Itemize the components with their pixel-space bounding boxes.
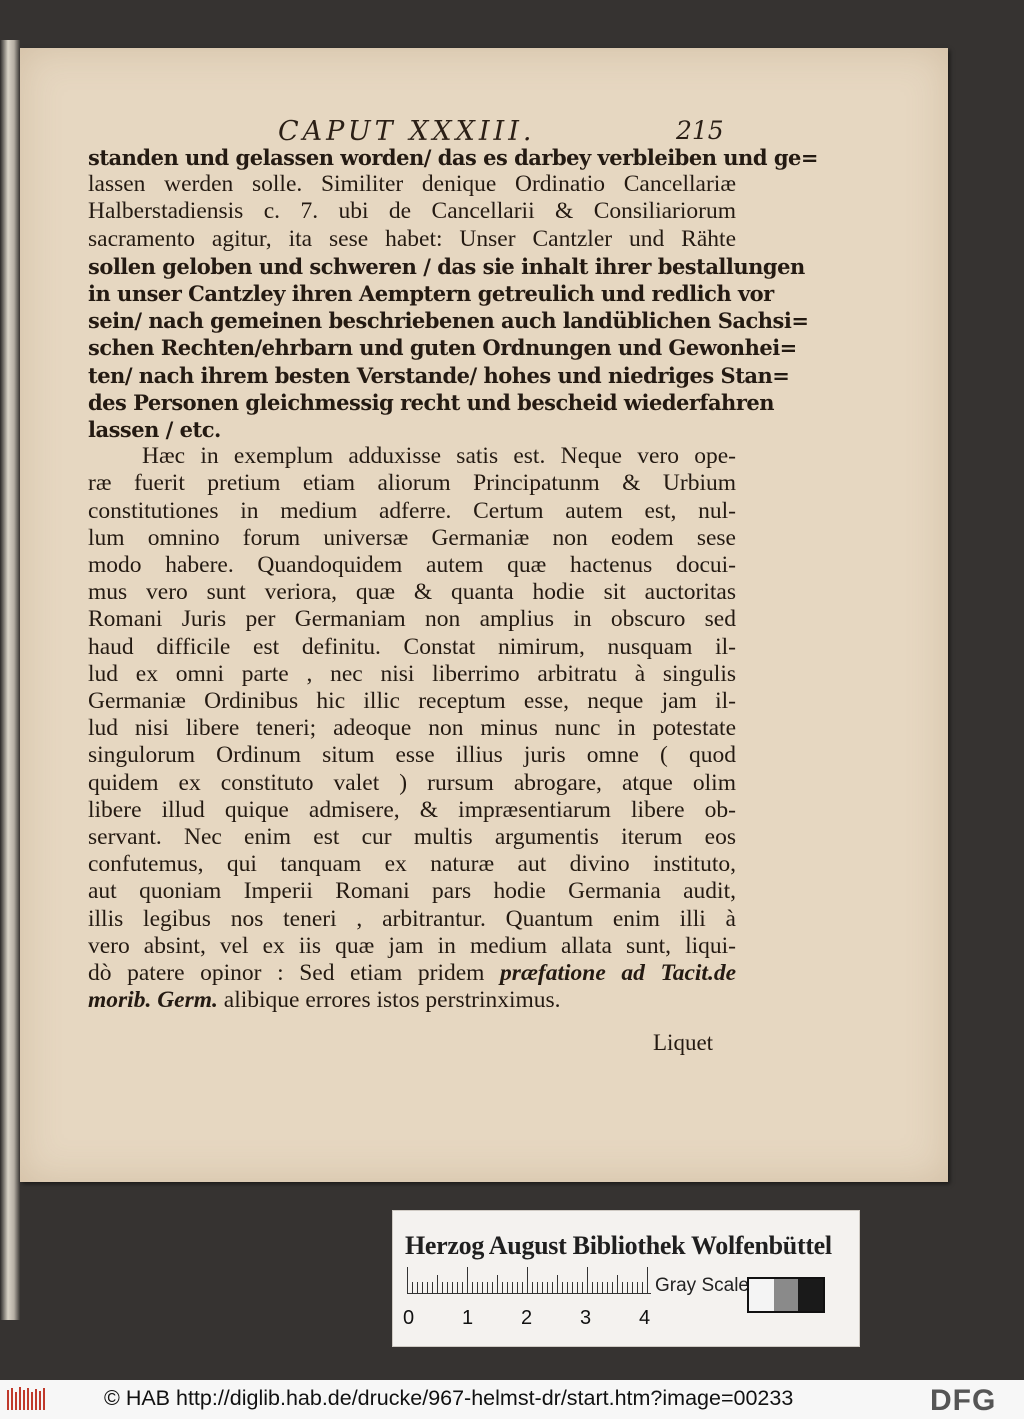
ruler-tick xyxy=(592,1282,593,1293)
text-line: lassen werden solle. Similiter denique Ordinatio Cancellariæ xyxy=(88,171,736,198)
ruler-tick xyxy=(542,1282,543,1293)
text-line: libere illud quique admisere, & impræsentiarum libere ob- xyxy=(88,796,736,823)
ruler-tick xyxy=(447,1282,448,1293)
text-line: servant. Nec enim est cur multis argumentis iterum eos xyxy=(88,824,736,851)
ruler-tick xyxy=(587,1267,588,1293)
ruler-tick xyxy=(622,1282,623,1293)
text-line: constitutiones in medium adferre. Certum autem est, nul- xyxy=(88,497,736,524)
ruler-tick xyxy=(502,1282,503,1293)
ruler-tick xyxy=(427,1282,428,1293)
ruler-tick xyxy=(477,1282,478,1293)
text-line: sein/ nach gemeinen beschriebenen auch landüblichen Sachsi= xyxy=(88,308,809,334)
ruler-tick xyxy=(637,1282,638,1293)
italic-reference: præfatione ad Tacit.de xyxy=(500,960,737,987)
text-line: Germaniæ Ordinibus hic illic receptum esse, neque jam il- xyxy=(88,688,736,715)
text-line: sollen geloben und schweren / das sie inhalt ihrer bestallungen xyxy=(88,253,805,279)
page-body-text xyxy=(88,144,818,1015)
text-segment: alibique errores istos perstrinximus. xyxy=(217,987,561,1014)
ruler-tick xyxy=(602,1282,603,1293)
ruler-tick xyxy=(582,1282,583,1293)
ruler-tick xyxy=(497,1275,498,1293)
hab-barcode-icon xyxy=(6,1384,50,1414)
ruler-tick xyxy=(512,1282,513,1293)
ruler-tick xyxy=(422,1282,423,1293)
ruler-tick xyxy=(552,1282,553,1293)
ruler-number: 1 xyxy=(462,1307,474,1329)
running-header: CAPUT XXXIII. xyxy=(278,116,536,147)
text-line: confutemus, qui tanquam ex naturæ aut divino instituto, xyxy=(88,851,736,878)
dfg-logo: DFG xyxy=(930,1384,997,1417)
gray-scale-label: Gray Scale xyxy=(655,1275,749,1296)
ruler-tick xyxy=(417,1282,418,1293)
text-line: lud ex omni parte , nec nisi liberrimo arbitratu à singulis xyxy=(88,660,736,687)
catchword: Liquet xyxy=(653,1030,714,1055)
ruler-number: 3 xyxy=(580,1307,592,1329)
footer-url-text[interactable]: © HAB http://diglib.hab.de/drucke/967-helmst-dr/start.htm?image=00233 xyxy=(104,1386,794,1410)
ruler-tick xyxy=(632,1282,633,1293)
ruler-tick xyxy=(407,1267,408,1293)
ruler-tick xyxy=(462,1282,463,1293)
ruler-tick xyxy=(507,1282,508,1293)
ruler-tick xyxy=(472,1282,473,1293)
ruler-tick xyxy=(412,1282,413,1293)
ruler-tick xyxy=(457,1282,458,1293)
ruler-tick xyxy=(617,1275,618,1293)
ruler-scale xyxy=(407,1267,651,1294)
text-line: schen Rechten/ehrbarn und guten Ordnungen und Gewonhei= xyxy=(88,335,797,361)
text-line: ræ fuerit pretium etiam aliorum Principatunm & Urbium xyxy=(88,470,736,497)
text-line: illis legibus nos teneri , arbitrantur. Quantum enim illi à xyxy=(88,905,736,932)
text-line: des Personen gleichmessig recht und bescheid wiederfahren xyxy=(88,389,775,415)
text-line: standen und gelassen worden/ das es darbey verbleiben und ge= xyxy=(88,145,818,170)
ruler-tick xyxy=(597,1282,598,1293)
text-line: singulorum Ordinum situm esse illius juris omne ( quod xyxy=(88,742,736,769)
ruler-tick xyxy=(607,1282,608,1293)
footer-bar xyxy=(0,1380,1024,1419)
text-line: vero absint, vel ex iis quæ jam in medium allata sunt, liqui- xyxy=(88,932,736,959)
ruler-tick xyxy=(537,1282,538,1293)
ruler-tick xyxy=(612,1282,613,1293)
text-line: Hæc in exemplum adduxisse satis est. Neque vero ope- xyxy=(142,443,736,470)
ruler-tick xyxy=(627,1282,628,1293)
library-label-card xyxy=(392,1210,860,1347)
library-name: Herzog August Bibliothek Wolfenbüttel xyxy=(405,1231,832,1260)
ruler-tick xyxy=(642,1282,643,1293)
ruler-tick xyxy=(492,1282,493,1293)
ruler-tick xyxy=(452,1282,453,1293)
text-line: Halberstadiensis c. 7. ubi de Cancellarii & Consiliariorum xyxy=(88,198,736,225)
ruler-tick xyxy=(532,1282,533,1293)
ruler-tick xyxy=(567,1282,568,1293)
ruler-tick xyxy=(517,1282,518,1293)
text-line xyxy=(88,960,736,987)
gray-patch xyxy=(798,1279,823,1311)
ruler-tick xyxy=(482,1282,483,1293)
ruler-tick xyxy=(527,1267,528,1293)
ruler-tick xyxy=(547,1282,548,1293)
ruler-tick xyxy=(467,1267,468,1293)
italic-reference: morib. Germ. xyxy=(88,987,218,1014)
text-line: modo habere. Quandoquidem autem quæ hactenus docui- xyxy=(88,552,736,579)
text-line: aut quoniam Imperii Romani pars hodie Germania audit, xyxy=(88,878,736,905)
text-segment: dò patere opinor : Sed etiam pridem xyxy=(88,960,501,987)
text-line: quidem ex constituto valet ) rursum abrogare, atque olim xyxy=(88,769,736,796)
gray-scale-patch xyxy=(747,1277,825,1313)
text-line: in unser Cantzley ihren Aemptern getreulich und redlich vor xyxy=(88,281,774,307)
adjacent-page-edge xyxy=(0,40,20,1320)
ruler-tick xyxy=(487,1282,488,1293)
page-number: 215 xyxy=(676,116,724,145)
ruler-tick xyxy=(557,1275,558,1293)
gray-patch xyxy=(774,1279,799,1311)
ruler-tick xyxy=(577,1282,578,1293)
ruler-tick xyxy=(647,1267,648,1293)
ruler-tick xyxy=(442,1282,443,1293)
ruler-number: 2 xyxy=(521,1307,533,1329)
ruler-tick xyxy=(437,1275,438,1293)
ruler-number: 0 xyxy=(403,1307,415,1329)
text-line: mus vero sunt veriora, quæ & quanta hodie sit auctoritas xyxy=(88,579,736,606)
ruler-tick xyxy=(572,1282,573,1293)
text-line: lassen / etc. xyxy=(88,417,221,443)
text-line: Romani Juris per Germaniam non amplius in obscuro sed xyxy=(88,606,736,633)
ruler-tick xyxy=(432,1282,433,1293)
text-line: ten/ nach ihrem besten Verstande/ hohes und niedriges Stan= xyxy=(88,362,790,388)
text-line: sacramento agitur, ita sese habet: Unser Cantzler und Rähte xyxy=(88,225,736,252)
text-line: lum omnino forum universæ Germaniæ non eodem sese xyxy=(88,524,736,551)
ruler-tick xyxy=(522,1282,523,1293)
ruler-number: 4 xyxy=(639,1307,651,1329)
text-line: lud nisi libere teneri; adeoque non minus nunc in potestate xyxy=(88,715,736,742)
gray-patch xyxy=(749,1279,774,1311)
text-line: haud difficile est definitu. Constat nimirum, nusquam il- xyxy=(88,633,736,660)
text-line xyxy=(88,987,736,1014)
ruler-tick xyxy=(562,1282,563,1293)
